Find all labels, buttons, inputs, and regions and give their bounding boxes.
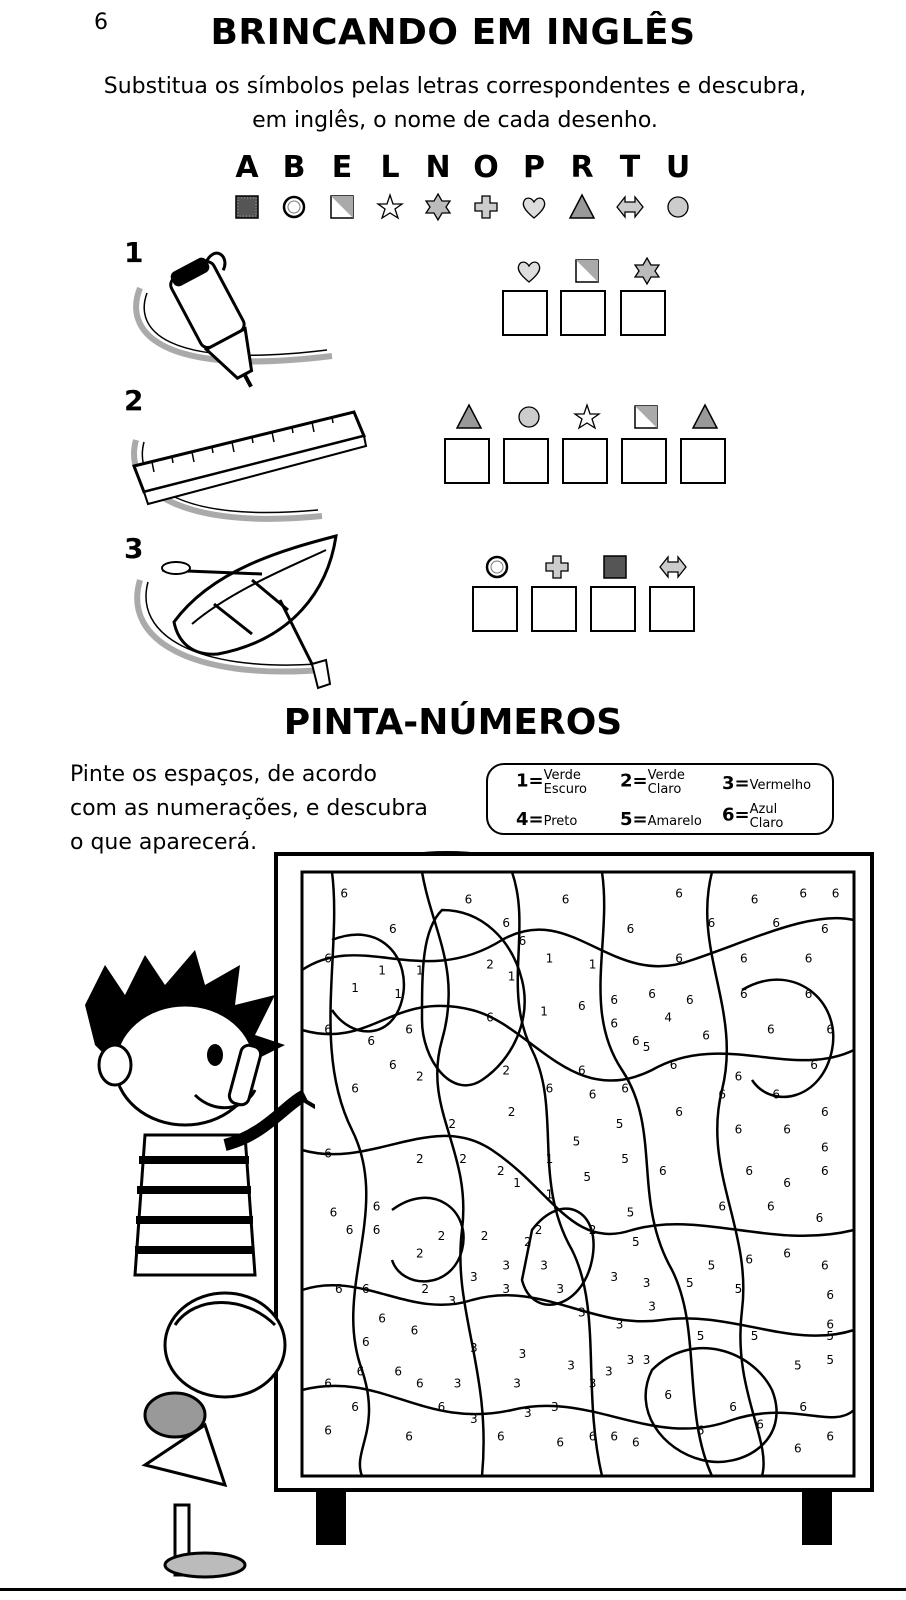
- region-number: 5: [686, 1276, 694, 1291]
- region-number: 3: [470, 1270, 478, 1285]
- region-number: 6: [821, 922, 829, 937]
- legend-item: 1=Verde Escuro: [516, 768, 588, 797]
- region-number: 2: [416, 1246, 424, 1261]
- region-number: 1: [507, 969, 516, 984]
- region-number: 6: [324, 951, 332, 966]
- region-number: 6: [556, 1435, 565, 1450]
- pinta-instructions: [70, 758, 490, 860]
- region-number: 5: [583, 1169, 592, 1184]
- diagonal-square-icon: [572, 256, 602, 286]
- region-number: 2: [416, 1152, 424, 1167]
- region-number: 6: [648, 987, 656, 1001]
- region-number: 5: [626, 1205, 635, 1220]
- region-number: 3: [626, 1352, 635, 1367]
- region-number: 5: [696, 1329, 705, 1344]
- region-number: 3: [648, 1299, 656, 1314]
- region-number: 6: [324, 1376, 332, 1391]
- region-number: 1: [545, 1187, 554, 1202]
- region-number: 6: [345, 1223, 354, 1237]
- region-number: 6: [356, 1364, 365, 1379]
- region-number: 6: [324, 1423, 332, 1438]
- ring-icon: [279, 192, 309, 222]
- region-number: 6: [351, 1400, 359, 1414]
- region-number: 6: [686, 992, 694, 1007]
- region-number: 6: [497, 1429, 505, 1444]
- region-number: 6: [729, 1400, 737, 1414]
- region-number: 6: [372, 1199, 381, 1214]
- legend-item: 3=Vermelho: [722, 773, 812, 794]
- legend-item: 5=Amarelo: [620, 809, 702, 830]
- region-number: 6: [783, 1175, 791, 1190]
- region-number: 6: [675, 951, 683, 966]
- region-number: 2: [459, 1152, 467, 1167]
- region-number: 6: [659, 1164, 667, 1178]
- region-number: 5: [615, 1116, 624, 1131]
- answer-box[interactable]: [562, 438, 608, 484]
- region-number: 6: [610, 1016, 619, 1031]
- region-number: 1: [378, 963, 386, 978]
- cipher-letter: L: [380, 150, 400, 185]
- region-number: 6: [750, 892, 759, 907]
- region-number: 3: [610, 1270, 619, 1285]
- region-number: 6: [329, 1205, 338, 1220]
- region-number: 1: [540, 1004, 548, 1019]
- region-number: 3: [615, 1317, 624, 1332]
- region-number: 5: [826, 1352, 835, 1367]
- region-number: 5: [750, 1329, 759, 1344]
- ruler-icon: [122, 400, 372, 530]
- region-number: 6: [621, 1081, 629, 1096]
- region-number: 2: [416, 1069, 424, 1084]
- answer-box[interactable]: [472, 586, 518, 632]
- region-number: 3: [453, 1376, 462, 1391]
- region-number: 6: [335, 1282, 343, 1296]
- region-number: 6: [610, 992, 619, 1007]
- region-number: 6: [821, 1140, 829, 1155]
- region-number: 6: [740, 987, 748, 1001]
- cipher-letter: R: [570, 150, 594, 185]
- pinta-instruction-line-3: o que aparecerá.: [70, 830, 258, 855]
- legend-item: 4=Preto: [516, 809, 578, 830]
- region-number: 2: [497, 1164, 505, 1178]
- region-number: 2: [502, 1063, 511, 1078]
- cipher-symbols: [232, 192, 692, 226]
- region-number: 5: [621, 1152, 629, 1167]
- region-number: 6: [696, 1423, 705, 1438]
- region-number: 6: [362, 1282, 370, 1296]
- region-number: 6: [783, 1122, 791, 1137]
- region-number: 2: [480, 1228, 489, 1243]
- exercise-3-clues: [482, 552, 712, 582]
- cipher-letter: B: [282, 150, 306, 185]
- region-number: 6: [826, 1317, 835, 1332]
- region-number: 6: [518, 933, 527, 948]
- legend-item: 2=Verde Claro: [620, 768, 685, 797]
- pinta-instruction-line-1: Pinte os espaços, de acordo: [70, 762, 377, 787]
- exercise-2-answer-boxes: [444, 438, 734, 486]
- answer-box[interactable]: [621, 438, 667, 484]
- region-number: 6: [578, 1063, 586, 1078]
- region-number: 6: [783, 1246, 791, 1261]
- region-number: 6: [416, 1376, 424, 1391]
- region-number: 6: [340, 886, 349, 901]
- cipher-letter: O: [473, 150, 499, 185]
- region-number: 6: [351, 1081, 359, 1096]
- region-number: 6: [734, 1122, 743, 1137]
- region-number: 3: [448, 1293, 457, 1308]
- region-number: 3: [502, 1282, 511, 1296]
- region-number: 6: [669, 1057, 678, 1072]
- cipher-letter: T: [619, 150, 641, 185]
- region-number: 6: [561, 892, 570, 907]
- region-number: 6: [675, 886, 683, 901]
- region-number: 1: [416, 963, 424, 978]
- dot-circle-icon: [663, 192, 693, 222]
- region-number: 6: [324, 1146, 332, 1161]
- diagonal-square-icon: [327, 192, 357, 222]
- region-number: 3: [556, 1282, 565, 1296]
- region-number: 6: [794, 1441, 802, 1456]
- region-number: 5: [734, 1282, 743, 1296]
- color-legend: [486, 763, 834, 835]
- region-number: 6: [578, 998, 586, 1013]
- exercise-2-clues: [454, 402, 744, 432]
- region-number: 6: [718, 1087, 727, 1102]
- region-number: 5: [632, 1234, 640, 1249]
- heart-icon: [514, 256, 544, 286]
- legend-item: 6=Azul Claro: [722, 802, 784, 831]
- answer-box[interactable]: [503, 438, 549, 484]
- region-number: 6: [362, 1335, 370, 1350]
- instruction-line-1: Substitua os símbolos pelas letras correspondentes e descubra,: [103, 74, 807, 99]
- six-point-star-icon: [423, 192, 453, 222]
- exercise-number-1: 1: [124, 236, 144, 269]
- region-number: 2: [486, 957, 494, 972]
- outline-star-icon: [572, 402, 602, 432]
- pen-icon: [122, 238, 342, 388]
- region-number: 5: [707, 1258, 716, 1273]
- answer-box[interactable]: [444, 438, 490, 484]
- region-number: 2: [437, 1228, 446, 1243]
- region-number: 6: [745, 1252, 754, 1267]
- bottom-divider: [0, 1588, 906, 1591]
- region-number: 6: [372, 1223, 381, 1237]
- answer-box[interactable]: [680, 438, 726, 484]
- region-number: 3: [588, 1376, 597, 1391]
- triangle-icon: [567, 192, 597, 222]
- region-number: 3: [470, 1341, 478, 1355]
- region-number: 6: [405, 1429, 413, 1444]
- region-number: 6: [588, 1429, 597, 1444]
- region-number: 6: [772, 1087, 781, 1102]
- region-number: 2: [421, 1282, 430, 1296]
- region-number: 6: [389, 1057, 397, 1072]
- cipher-letter: U: [665, 150, 691, 185]
- cross-icon: [471, 192, 501, 222]
- region-number: 6: [804, 951, 813, 966]
- double-arrow-icon: [615, 192, 645, 222]
- region-number: 6: [486, 1010, 494, 1025]
- heart-icon: [519, 192, 549, 222]
- region-number: 6: [718, 1199, 727, 1214]
- region-number: 6: [410, 1323, 419, 1338]
- region-number: 6: [772, 916, 781, 931]
- region-number: 5: [826, 1329, 835, 1344]
- region-number: 6: [826, 1287, 835, 1302]
- region-number: 6: [767, 1022, 775, 1037]
- cipher-letter: N: [425, 150, 451, 185]
- region-number: 6: [821, 1258, 829, 1273]
- exercise-3-answer-boxes: [472, 586, 702, 634]
- region-number: 6: [804, 987, 813, 1001]
- square-icon: [600, 552, 630, 582]
- region-number: 3: [518, 1346, 527, 1361]
- exercise-1-answer-boxes: [502, 290, 672, 338]
- region-number: 2: [588, 1223, 597, 1237]
- region-number: 6: [734, 1069, 743, 1084]
- cipher-letter: E: [331, 150, 353, 185]
- region-number: 2: [534, 1223, 543, 1237]
- region-number: 6: [464, 892, 473, 907]
- region-number: 6: [702, 1028, 710, 1043]
- pinta-title: PINTA-NÚMEROS: [283, 702, 623, 743]
- region-number: 1: [351, 981, 359, 996]
- region-number: 4: [664, 1010, 673, 1025]
- region-number: 2: [448, 1116, 457, 1131]
- triangle-icon: [690, 402, 720, 432]
- region-number: 6: [405, 1022, 413, 1037]
- region-number: 6: [745, 1164, 754, 1178]
- outline-star-icon: [375, 192, 405, 222]
- region-number: 3: [470, 1411, 478, 1426]
- region-number: 6: [502, 916, 511, 931]
- answer-box[interactable]: [531, 586, 577, 632]
- diagonal-square-icon: [631, 402, 661, 432]
- answer-box[interactable]: [502, 290, 548, 336]
- region-number: 6: [756, 1417, 764, 1432]
- region-number: 3: [540, 1258, 548, 1273]
- region-number: 6: [826, 1429, 835, 1444]
- answer-box[interactable]: [620, 290, 666, 336]
- region-number: 6: [632, 1435, 640, 1450]
- triangle-icon: [454, 402, 484, 432]
- region-number: 3: [551, 1400, 559, 1414]
- page-number: 6: [94, 10, 108, 35]
- boat-icon: [122, 530, 352, 690]
- six-point-star-icon: [632, 256, 662, 286]
- region-number: 6: [815, 1211, 824, 1226]
- region-number: 5: [642, 1040, 651, 1055]
- region-number: 6: [707, 916, 716, 931]
- cipher-letters: [232, 150, 692, 190]
- region-number: 3: [642, 1352, 651, 1367]
- region-number: 6: [821, 1164, 829, 1178]
- region-number: 6: [545, 1081, 554, 1096]
- ring-icon: [482, 552, 512, 582]
- region-number: 6: [437, 1400, 446, 1414]
- region-number: 6: [799, 1400, 808, 1414]
- region-number: 6: [394, 1364, 403, 1379]
- region-number: 6: [826, 1022, 835, 1037]
- cipher-letter: P: [523, 150, 545, 185]
- region-number: 6: [626, 922, 635, 937]
- region-number: 2: [507, 1105, 516, 1119]
- instruction-line-2: em inglês, o nome de cada desenho.: [252, 108, 658, 133]
- region-number: 6: [632, 1034, 640, 1049]
- instructions: [60, 70, 850, 138]
- exercise-number-3: 3: [124, 532, 144, 565]
- region-number: 5: [572, 1134, 581, 1149]
- pinta-instruction-line-2: com as numerações, e descubra: [70, 796, 428, 821]
- region-number: 5: [794, 1358, 802, 1373]
- cross-icon: [542, 552, 572, 582]
- region-number: 1: [513, 1175, 521, 1190]
- region-number: 1: [545, 951, 554, 966]
- region-number: 3: [642, 1276, 651, 1291]
- region-number: 3: [578, 1305, 586, 1320]
- region-number: 6: [740, 951, 748, 966]
- region-number: 3: [513, 1376, 521, 1391]
- region-number: 6: [799, 886, 808, 901]
- square-icon: [232, 192, 262, 222]
- boy-illustration: [75, 945, 315, 1595]
- region-number: 6: [389, 922, 397, 937]
- cipher-letter: A: [235, 150, 259, 185]
- region-number: 6: [831, 886, 840, 901]
- region-number: 6: [675, 1105, 683, 1119]
- region-number: 6: [367, 1034, 376, 1049]
- exercise-1-clues: [514, 256, 684, 286]
- region-number: 6: [810, 1057, 818, 1072]
- coloring-board: [272, 850, 878, 1550]
- region-number: 3: [502, 1258, 511, 1273]
- answer-box[interactable]: [590, 586, 636, 632]
- answer-box[interactable]: [649, 586, 695, 632]
- region-number: 3: [524, 1405, 532, 1420]
- region-number: 1: [588, 957, 597, 972]
- region-number: 1: [394, 987, 403, 1001]
- region-number: 6: [821, 1105, 829, 1119]
- region-number: 6: [588, 1087, 597, 1102]
- region-number: 3: [567, 1358, 575, 1373]
- double-arrow-icon: [658, 552, 688, 582]
- region-number: 3: [605, 1364, 613, 1379]
- page-title: BRINCANDO EM INGLÊS: [210, 12, 696, 53]
- region-number: 6: [378, 1311, 386, 1326]
- region-number: 6: [324, 1022, 332, 1037]
- region-number: 1: [545, 1152, 554, 1167]
- answer-box[interactable]: [560, 290, 606, 336]
- dot-circle-icon: [514, 402, 544, 432]
- exercise-number-2: 2: [124, 384, 144, 417]
- region-number: 6: [610, 1429, 619, 1444]
- region-number: 2: [524, 1234, 532, 1249]
- region-number: 6: [664, 1388, 673, 1403]
- region-number: 6: [767, 1199, 775, 1214]
